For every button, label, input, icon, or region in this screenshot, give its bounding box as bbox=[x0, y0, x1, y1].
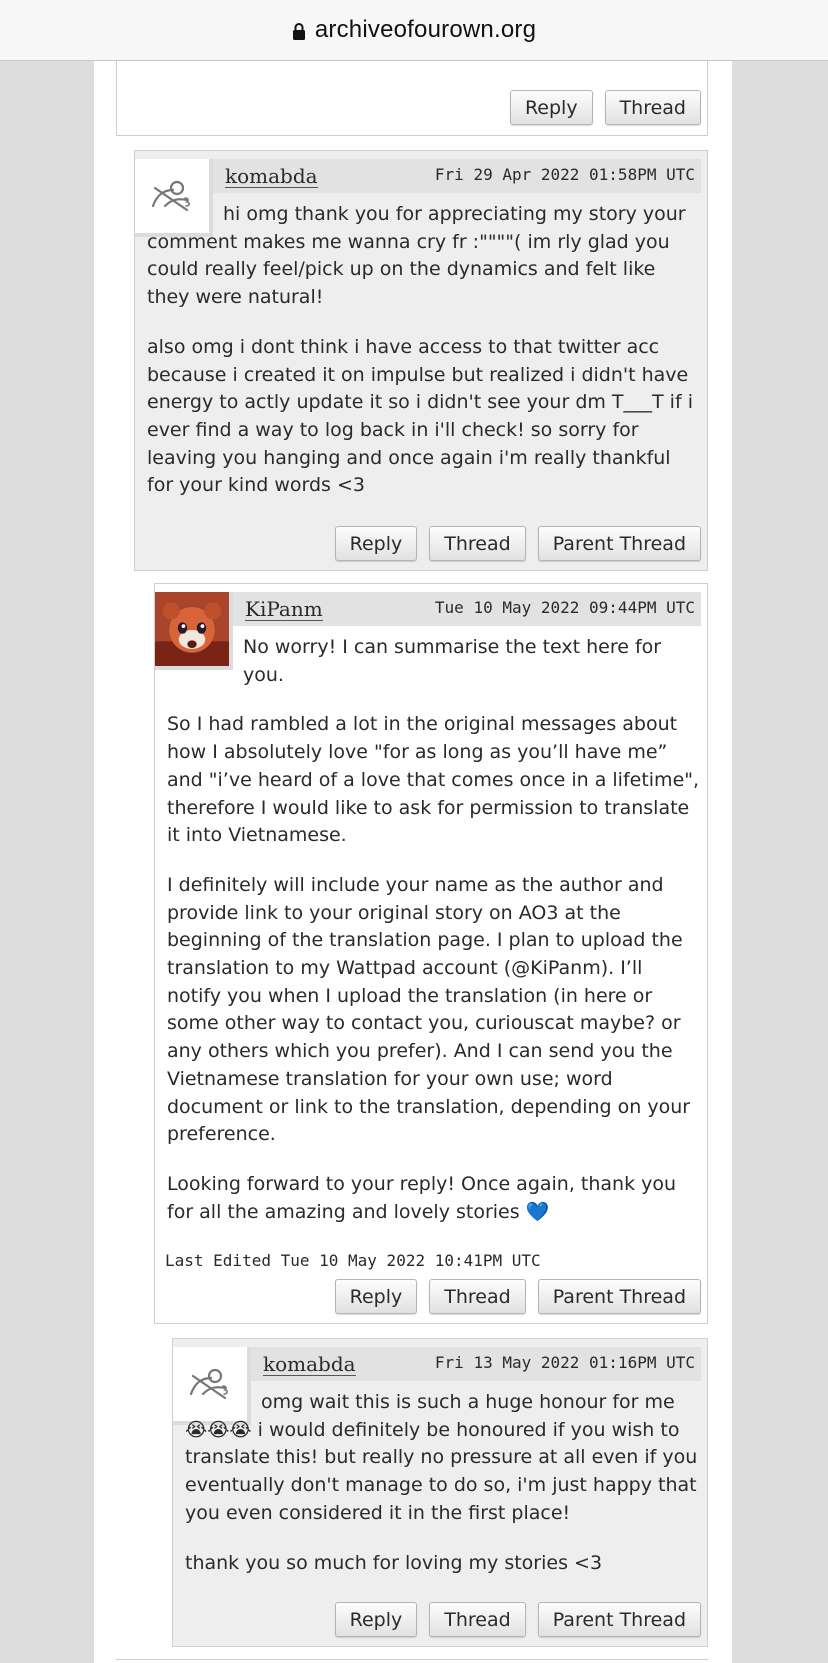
comment-paragraph: also omg i dont think i have access to that twitter acc because i created it on impulse but realized i didn't have energy to actly update it so i didn't see your dm T___T if i ever find a way to log back in i'll check! so sorry for leaving you hanging and once again i'm really thankful for your kind words <3 bbox=[147, 335, 693, 497]
comment-header bbox=[173, 1347, 701, 1381]
thread-button[interactable]: Thread bbox=[429, 526, 525, 561]
comment-paragraph: Looking forward to your reply! Once again, thank you for all the amazing and lovely stories 💙 bbox=[167, 1172, 677, 1223]
comment-actions bbox=[335, 1279, 701, 1314]
comment-timestamp: Fri 29 Apr 2022 01:58PM UTC bbox=[434, 165, 695, 184]
comment-timestamp: Fri 13 May 2022 01:16PM UTC bbox=[434, 1353, 695, 1372]
comment-body bbox=[167, 634, 701, 1226]
comment-author-link[interactable]: KiPanm bbox=[245, 597, 323, 621]
last-edited-timestamp: Last Edited Tue 10 May 2022 10:41PM UTC bbox=[165, 1251, 541, 1270]
browser-url-bar[interactable] bbox=[0, 0, 828, 61]
next-comment-edge bbox=[116, 1659, 708, 1663]
comment-author-link[interactable]: komabda bbox=[225, 164, 318, 188]
comment-actions bbox=[335, 1602, 701, 1637]
parent-thread-button[interactable]: Parent Thread bbox=[538, 1602, 701, 1637]
comment-kipanm bbox=[154, 583, 708, 1324]
parent-thread-button[interactable]: Parent Thread bbox=[538, 526, 701, 561]
comment-body bbox=[185, 1389, 699, 1599]
comment-paragraph: So I had rambled a lot in the original messages about how I absolutely love "for as long as you’ll have me” and "i’ve heard of a love that comes once in a lifetime", therefore I would like to ask for permission to translate it into Vietnamese. bbox=[167, 713, 700, 847]
parent-thread-button[interactable]: Parent Thread bbox=[538, 1279, 701, 1314]
reply-button[interactable]: Reply bbox=[335, 1279, 418, 1314]
comment-actions bbox=[335, 526, 701, 561]
comment-paragraph: thank you so much for loving my stories <3 bbox=[185, 1551, 603, 1574]
url-domain: archiveofourown.org bbox=[314, 16, 537, 43]
comment-paragraph: I definitely will include your name as the author and provide link to your original story on AO3 at the beginning of the translation page. I plan to upload the translation to my Wattpad account (@KiPanm). I’ll notify you when I upload the translation (in here or some other way to contact you, curiouscat maybe? or any others which you prefer). And I can send you the Vietnamese translation for your own use; word document or link to the translation, depending on your preference. bbox=[167, 873, 691, 1146]
thread-button[interactable]: Thread bbox=[605, 90, 701, 125]
reply-button[interactable]: Reply bbox=[510, 90, 593, 125]
page-content bbox=[94, 0, 732, 1663]
comment-author-link[interactable]: komabda bbox=[263, 1352, 356, 1376]
lock-icon bbox=[292, 22, 306, 40]
comment-header bbox=[135, 159, 701, 193]
comment-body bbox=[147, 201, 699, 522]
reply-button[interactable]: Reply bbox=[335, 1602, 418, 1637]
comment-header bbox=[155, 592, 701, 626]
reply-button[interactable]: Reply bbox=[335, 526, 418, 561]
comment-timestamp: Tue 10 May 2022 09:44PM UTC bbox=[434, 598, 695, 617]
comment-paragraph: hi omg thank you for appreciating my story your comment makes me wanna cry fr :""""( im rly glad you could really feel/pick up on the dynamics and felt like they were natural! bbox=[147, 203, 686, 309]
thread-button[interactable]: Thread bbox=[429, 1279, 525, 1314]
comment-komabda-1 bbox=[134, 150, 708, 571]
thread-button[interactable]: Thread bbox=[429, 1602, 525, 1637]
previous-comment-actions bbox=[510, 90, 701, 125]
comment-paragraph: omg wait this is such a huge honour for me 😭😭😭 i would definitely be honoured if you wish to translate this! but really no pressure at all even if you eventually don't manage to do so, i'm just happy that you even considered it in the first place! bbox=[185, 1391, 698, 1524]
comment-paragraph: No worry! I can summarise the text here for you. bbox=[243, 636, 662, 686]
comment-komabda-2 bbox=[172, 1338, 708, 1647]
